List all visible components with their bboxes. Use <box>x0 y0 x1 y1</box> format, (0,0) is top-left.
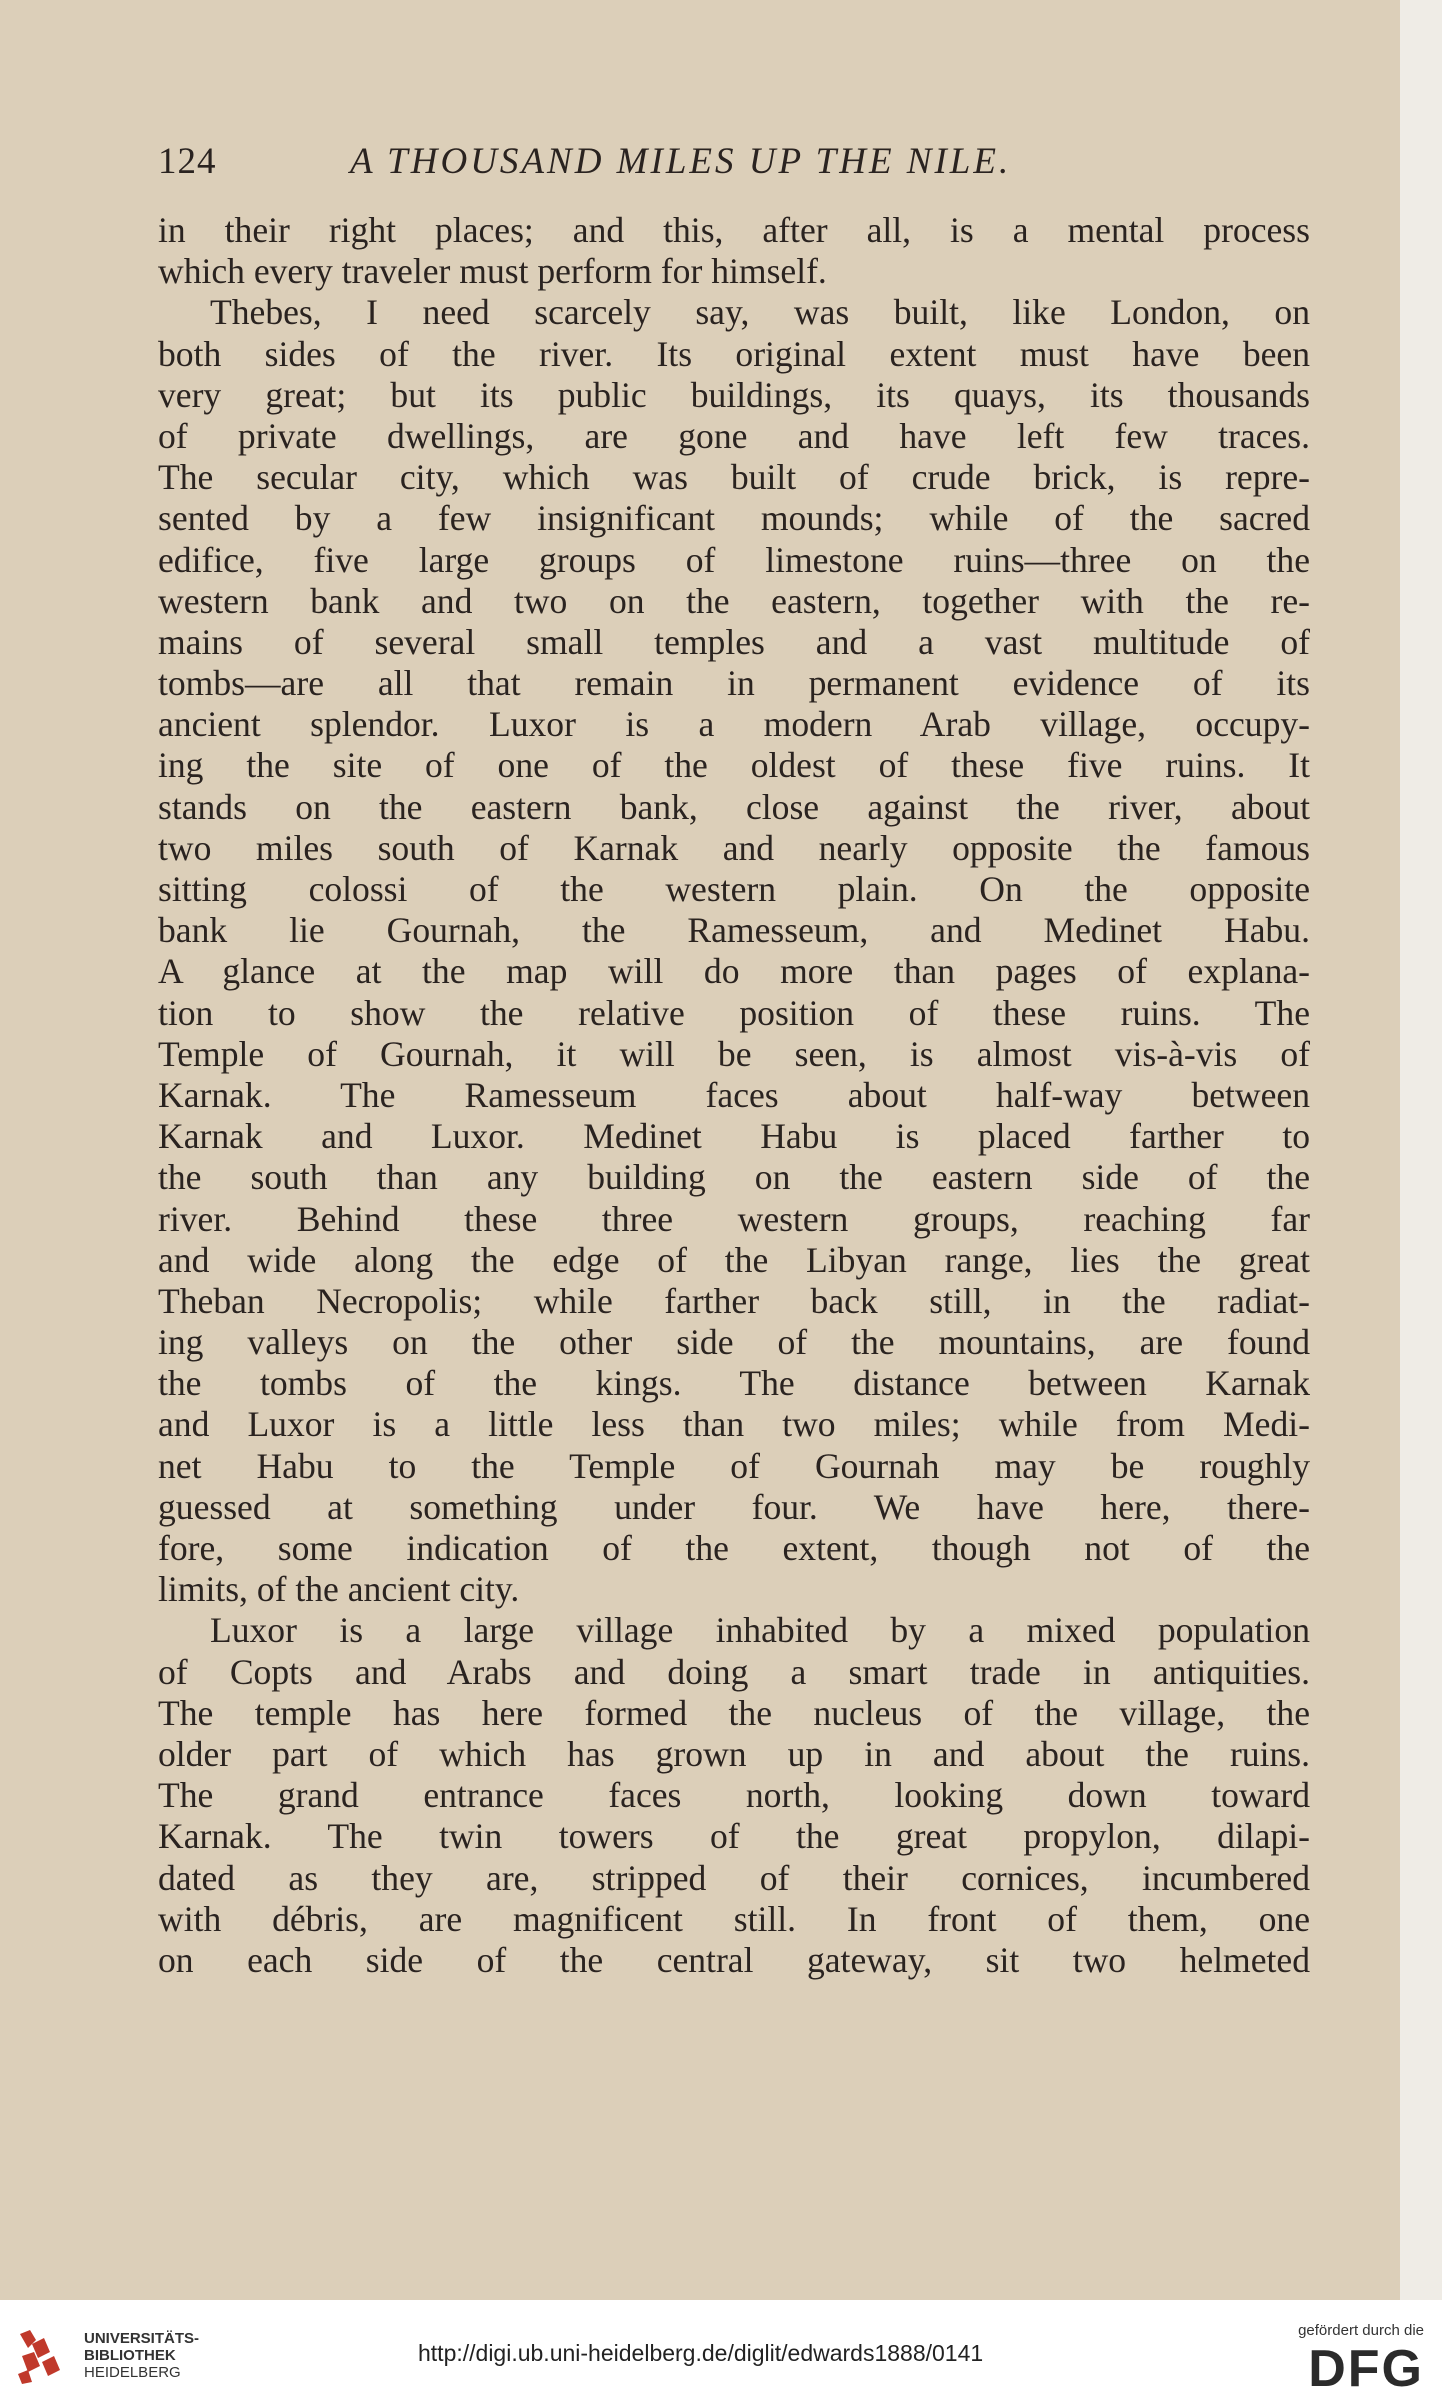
scan-margin <box>1400 0 1442 2300</box>
text-line: the tombs of the kings. The distance between Karnak <box>158 1363 1310 1404</box>
text-line: Luxor is a large village inhabited by a mixed population <box>210 1610 1310 1651</box>
text-line: of private dwellings, are gone and have left few traces. <box>158 415 1310 456</box>
running-head <box>158 140 1310 202</box>
text-line: and wide along the edge of the Libyan range, lies the great <box>158 1239 1310 1280</box>
book-page <box>158 140 1310 1981</box>
text-line: edifice, five large groups of limestone ruins—three on the <box>158 539 1310 580</box>
text-line: sented by a few insignificant mounds; while of the sacred <box>158 498 1310 539</box>
text-line: on each side of the central gateway, sit two helmeted <box>158 1939 1310 1980</box>
institution-line-3: HEIDELBERG <box>84 2364 181 2381</box>
text-line: sitting colossi of the western plain. On the opposite <box>158 869 1310 909</box>
sponsor-note: gefördert durch die <box>1298 2322 1424 2339</box>
text-line: Theban Necropolis; while farther back still, in the radiat- <box>158 1280 1310 1321</box>
text-line: in their right places; and this, after all, is a mental process <box>158 210 1310 250</box>
text-line: The temple has here formed the nucleus of the village, the <box>158 1692 1310 1733</box>
text-line: older part of which has grown up in and about the ruins. <box>158 1733 1310 1774</box>
footer-bar <box>0 2300 1442 2406</box>
text-line: ing the site of one of the oldest of these five ruins. It <box>158 745 1310 786</box>
permalink-url[interactable]: http://digi.ub.uni-heidelberg.de/diglit/edwards1888/0141 <box>418 2340 984 2366</box>
sponsor-block <box>1298 2322 1424 2397</box>
running-title: A THOUSAND MILES UP THE NILE. <box>350 141 1012 182</box>
text-line: the south than any building on the eastern side of the <box>158 1157 1310 1198</box>
dfg-logo: DFG <box>1308 2340 1424 2398</box>
page-number: 124 <box>158 141 217 182</box>
text-line: river. Behind these three western groups, reaching far <box>158 1198 1310 1239</box>
text-line: dated as they are, stripped of their cornices, incumbered <box>158 1857 1310 1898</box>
text-line: Temple of Gournah, it will be seen, is almost vis-à-vis of <box>158 1033 1310 1074</box>
text-line: very great; but its public buildings, its quays, its thousands <box>158 374 1310 415</box>
institution-line-1: UNIVERSITÄTS- <box>84 2330 200 2347</box>
text-line: limits, of the ancient city. <box>158 1569 520 1610</box>
text-line: stands on the eastern bank, close against the river, about <box>158 786 1310 827</box>
text-line: Karnak. The twin towers of the great propylon, dilapi- <box>158 1816 1310 1857</box>
text-line: fore, some indication of the extent, though not of the <box>158 1528 1310 1568</box>
text-line: guessed at something under four. We have here, there- <box>158 1486 1310 1527</box>
text-line: tion to show the relative position of these ruins. The <box>158 992 1310 1033</box>
institution-name <box>84 2330 199 2381</box>
text-line: ing valleys on the other side of the mountains, are found <box>158 1322 1310 1363</box>
text-line: net Habu to the Temple of Gournah may be roughly <box>158 1445 1310 1486</box>
university-seal-icon <box>14 2326 68 2386</box>
body-text <box>158 210 1310 1981</box>
text-line: mains of several small temples and a vast multitude of <box>158 621 1310 662</box>
text-line: The grand entrance faces north, looking down toward <box>158 1775 1310 1816</box>
text-line: tombs—are all that remain in permanent evidence of its <box>158 663 1310 704</box>
text-line: Thebes, I need scarcely say, was built, like London, on <box>210 292 1310 333</box>
text-line: ancient splendor. Luxor is a modern Arab village, occupy- <box>158 704 1310 745</box>
text-line: bank lie Gournah, the Ramesseum, and Medinet Habu. <box>158 910 1310 951</box>
text-line: Karnak. The Ramesseum faces about half-way between <box>158 1074 1310 1115</box>
text-line: two miles south of Karnak and nearly opposite the famous <box>158 827 1310 868</box>
text-line: which every traveler must perform for himself. <box>158 251 827 292</box>
text-line: A glance at the map will do more than pages of explana- <box>158 951 1310 992</box>
text-line: with débris, are magnificent still. In front of them, one <box>158 1898 1310 1939</box>
text-line: The secular city, which was built of crude brick, is repre- <box>158 457 1310 498</box>
text-line: and Luxor is a little less than two miles; while from Medi- <box>158 1404 1310 1445</box>
text-line: western bank and two on the eastern, together with the re- <box>158 580 1310 621</box>
text-line: of Copts and Arabs and doing a smart trade in antiquities. <box>158 1651 1310 1692</box>
text-line: Karnak and Luxor. Medinet Habu is placed farther to <box>158 1116 1310 1157</box>
institution-line-2: BIBLIOTHEK <box>84 2347 176 2364</box>
text-line: both sides of the river. Its original extent must have been <box>158 333 1310 374</box>
